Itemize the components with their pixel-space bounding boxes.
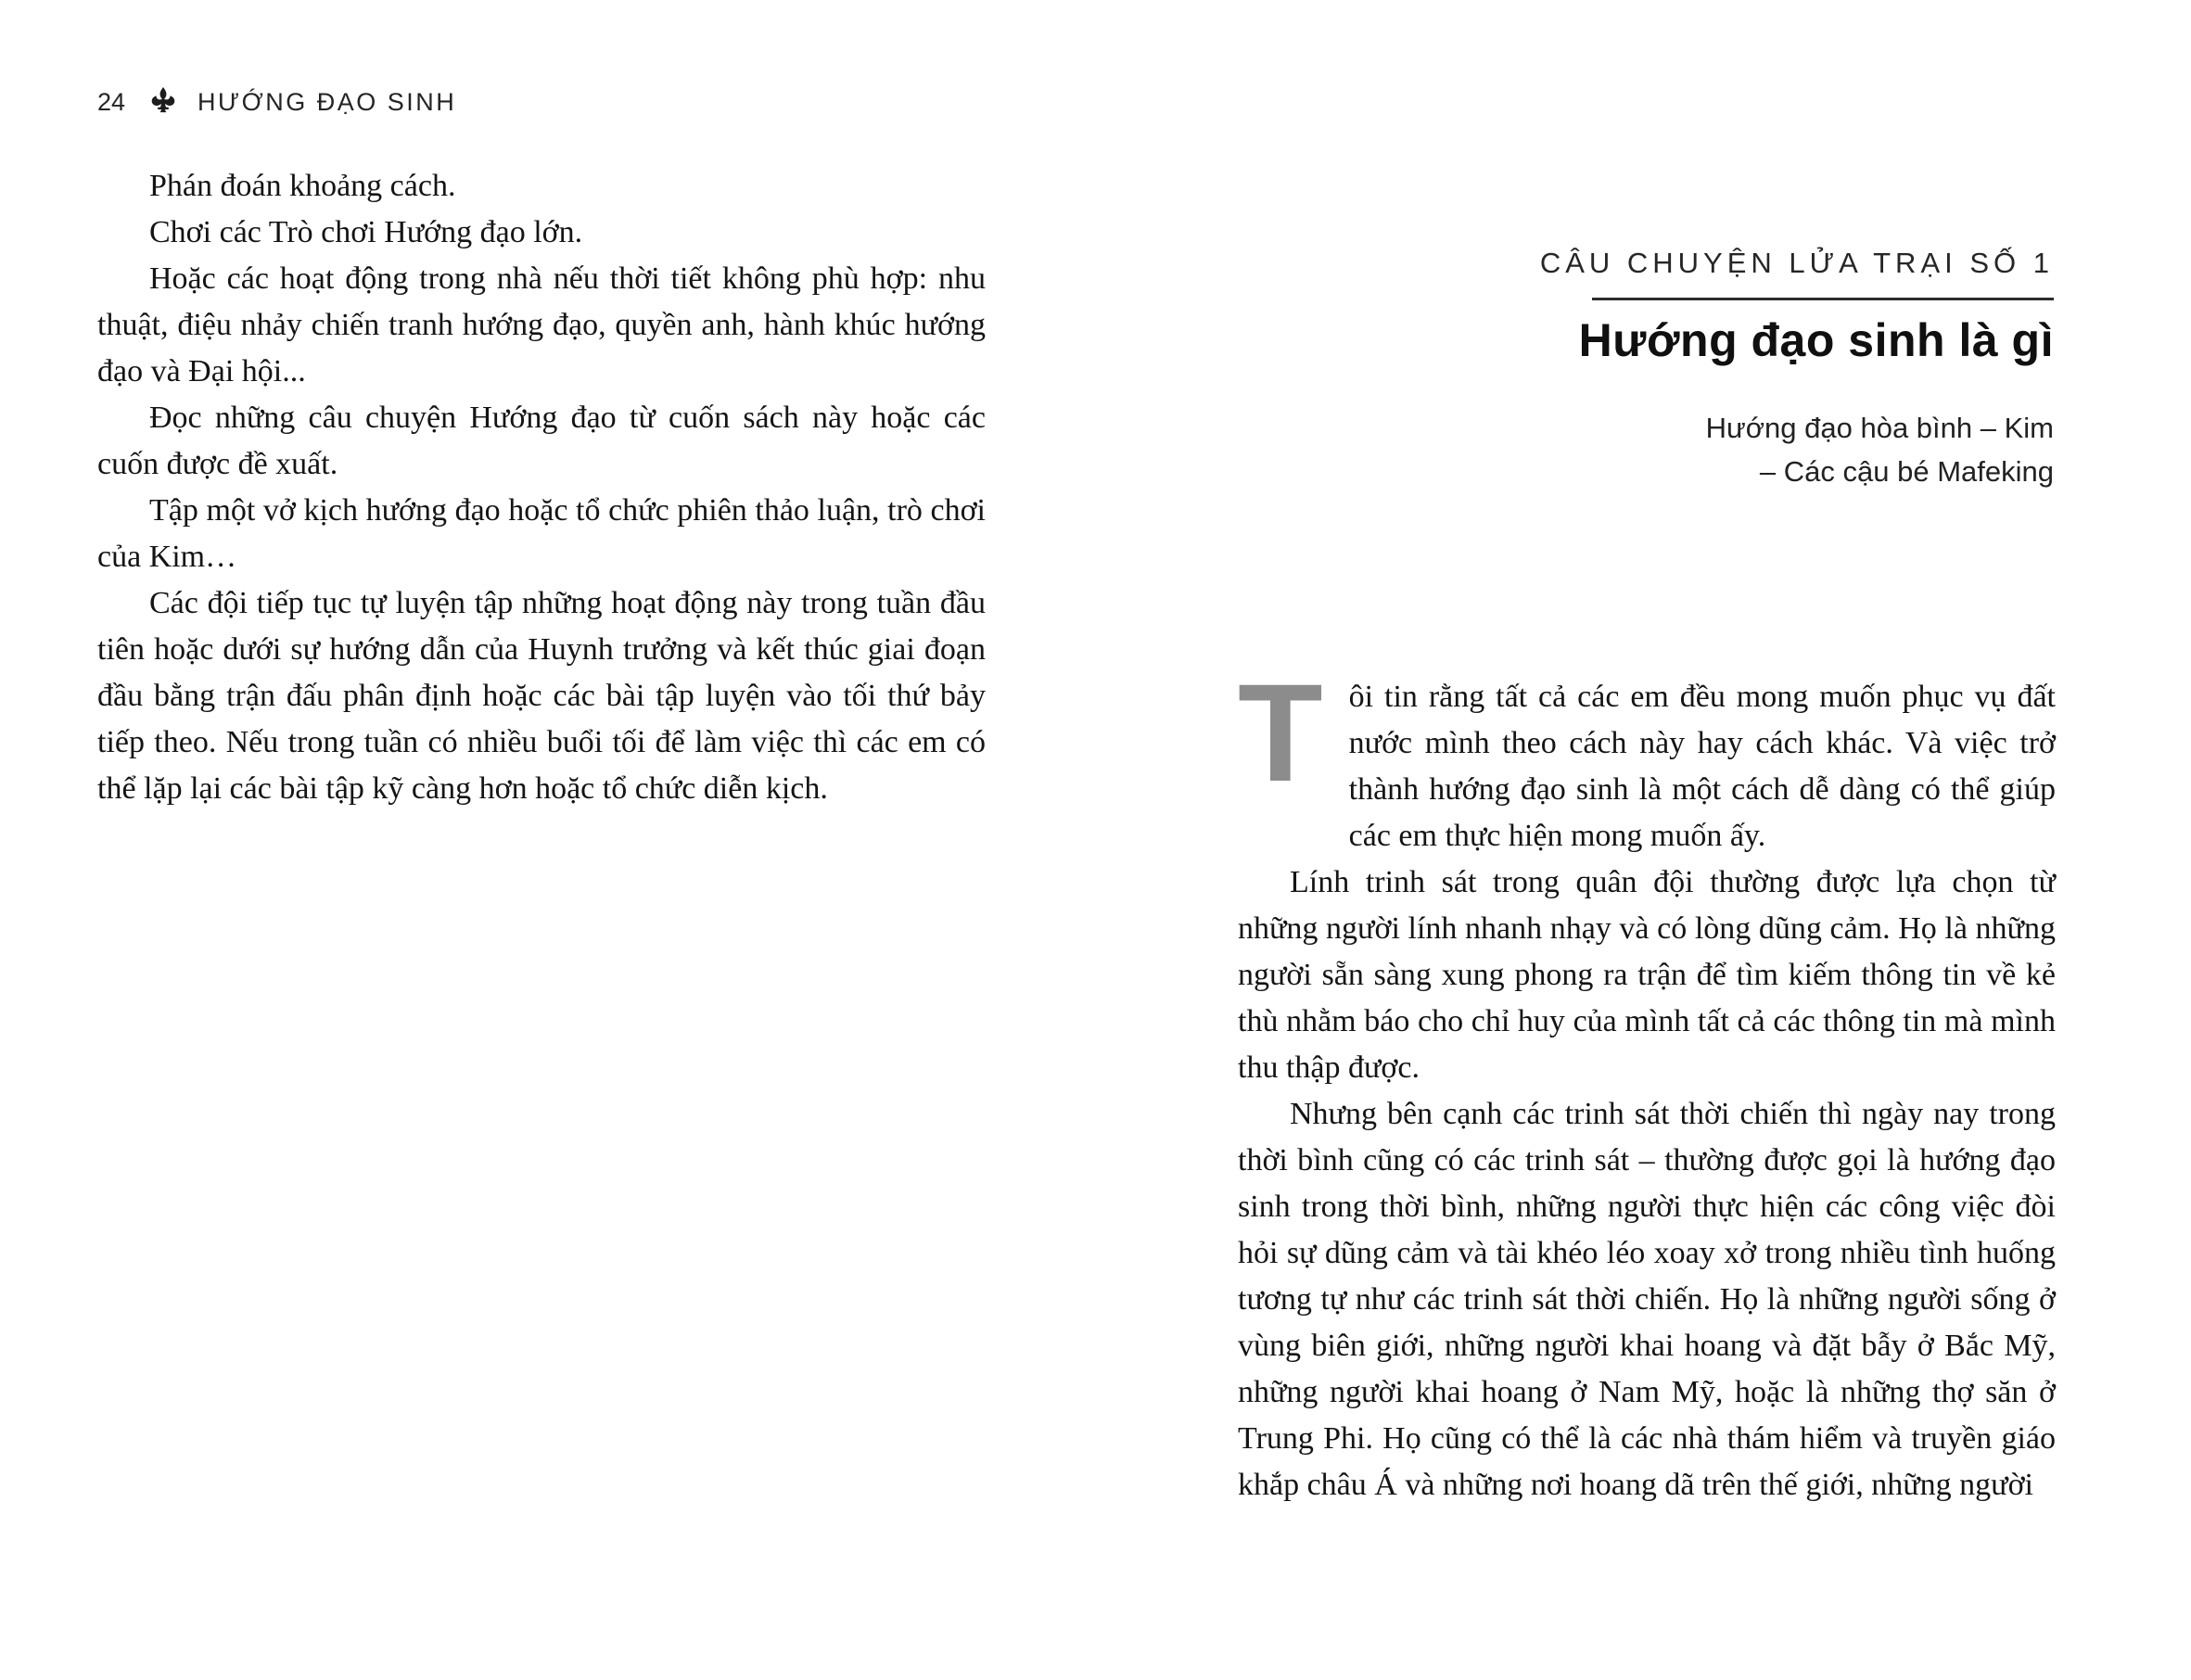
kicker-rule bbox=[1592, 298, 2054, 300]
opening-paragraph-text: ôi tin rằng tất cả các em đều mong muốn phục vụ đất nước mình theo cách này hay cách khác. Và việc trở thành hướng đạo sinh là một cách dễ dàng có thể giúp các em thực hiện mong muốn ấy. bbox=[1348, 680, 2056, 853]
running-head-title: HƯỚNG ĐẠO SINH bbox=[197, 87, 457, 116]
dropcap-letter: T bbox=[1238, 655, 1323, 810]
paragraph: Lính trinh sát trong quân đội thường được lựa chọn từ những người lính nhanh nhạy và có lòng dũng cảm. Họ là những người sẵn sàng xung phong ra trận để tìm kiếm thông tin về kẻ thù nhằm báo cho chỉ huy của mình tất cả các thông tin mà mình thu thập được. bbox=[1238, 865, 2056, 1085]
chapter-kicker: CÂU CHUYỆN LỬA TRẠI SỐ 1 bbox=[1539, 247, 2054, 279]
page-number: 24 bbox=[97, 87, 126, 116]
paragraph: Nhưng bên cạnh các trinh sát thời chiến thì ngày nay trong thời bình cũng có các trinh sát – thường được gọi là hướng đạo sinh trong thời bình, những người thực hiện các công việc đòi hỏi sự dũng cảm và tài khéo léo xoay xở trong nhiều tình huống tương tự như các trinh sát thời chiến. Họ là những người sống ở vùng biên giới, những người khai hoang và đặt bẫy ở Bắc Mỹ, những người khai hoang ở Nam Mỹ, hoặc là những thợ săn ở Trung Phi. Họ cũng có thể là các nhà thám hiểm và truyền giáo khắp châu Á và những nơi hoang dã trên thế giới, những người bbox=[1238, 1097, 2056, 1502]
right-text-column bbox=[1238, 655, 2056, 1508]
paragraph: Hoặc các hoạt động trong nhà nếu thời tiết không phù hợp: nhu thuật, điệu nhảy chiến tranh hướng đạo, quyền anh, hành khúc hướng đạo và Đại hội... bbox=[97, 261, 986, 388]
paragraph: Tập một vở kịch hướng đạo hoặc tổ chức phiên thảo luận, trò chơi của Kim… bbox=[97, 493, 986, 574]
paragraph: Đọc những câu chuyện Hướng đạo từ cuốn sách này hoặc các cuốn được đề xuất. bbox=[97, 401, 986, 481]
fleur-de-lis-icon bbox=[149, 87, 177, 117]
chapter-byline bbox=[1238, 406, 2054, 493]
chapter-title: Hướng đạo sinh là gì bbox=[1578, 314, 2054, 366]
paragraph: Phán đoán khoảng cách. bbox=[149, 169, 456, 203]
byline-line: – Các cậu bé Mafeking bbox=[1759, 455, 2054, 488]
running-head bbox=[97, 87, 456, 117]
opening-paragraph bbox=[1238, 655, 2056, 859]
left-text-column bbox=[97, 163, 986, 812]
paragraph: Chơi các Trò chơi Hướng đạo lớn. bbox=[149, 215, 583, 249]
paragraph: Các đội tiếp tục tự luyện tập những hoạt động này trong tuần đầu tiên hoặc dưới sự hướng dẫn của Huynh trưởng và kết thúc giai đoạn đầu bằng trận đấu phân định hoặc các bài tập luyện vào tối thứ bảy tiếp theo. Nếu trong tuần có nhiều buổi tối để làm việc thì các em có thể lặp lại các bài tập kỹ càng hơn hoặc tổ chức diễn kịch. bbox=[97, 586, 986, 806]
byline-line: Hướng đạo hòa bình – Kim bbox=[1705, 412, 2054, 444]
